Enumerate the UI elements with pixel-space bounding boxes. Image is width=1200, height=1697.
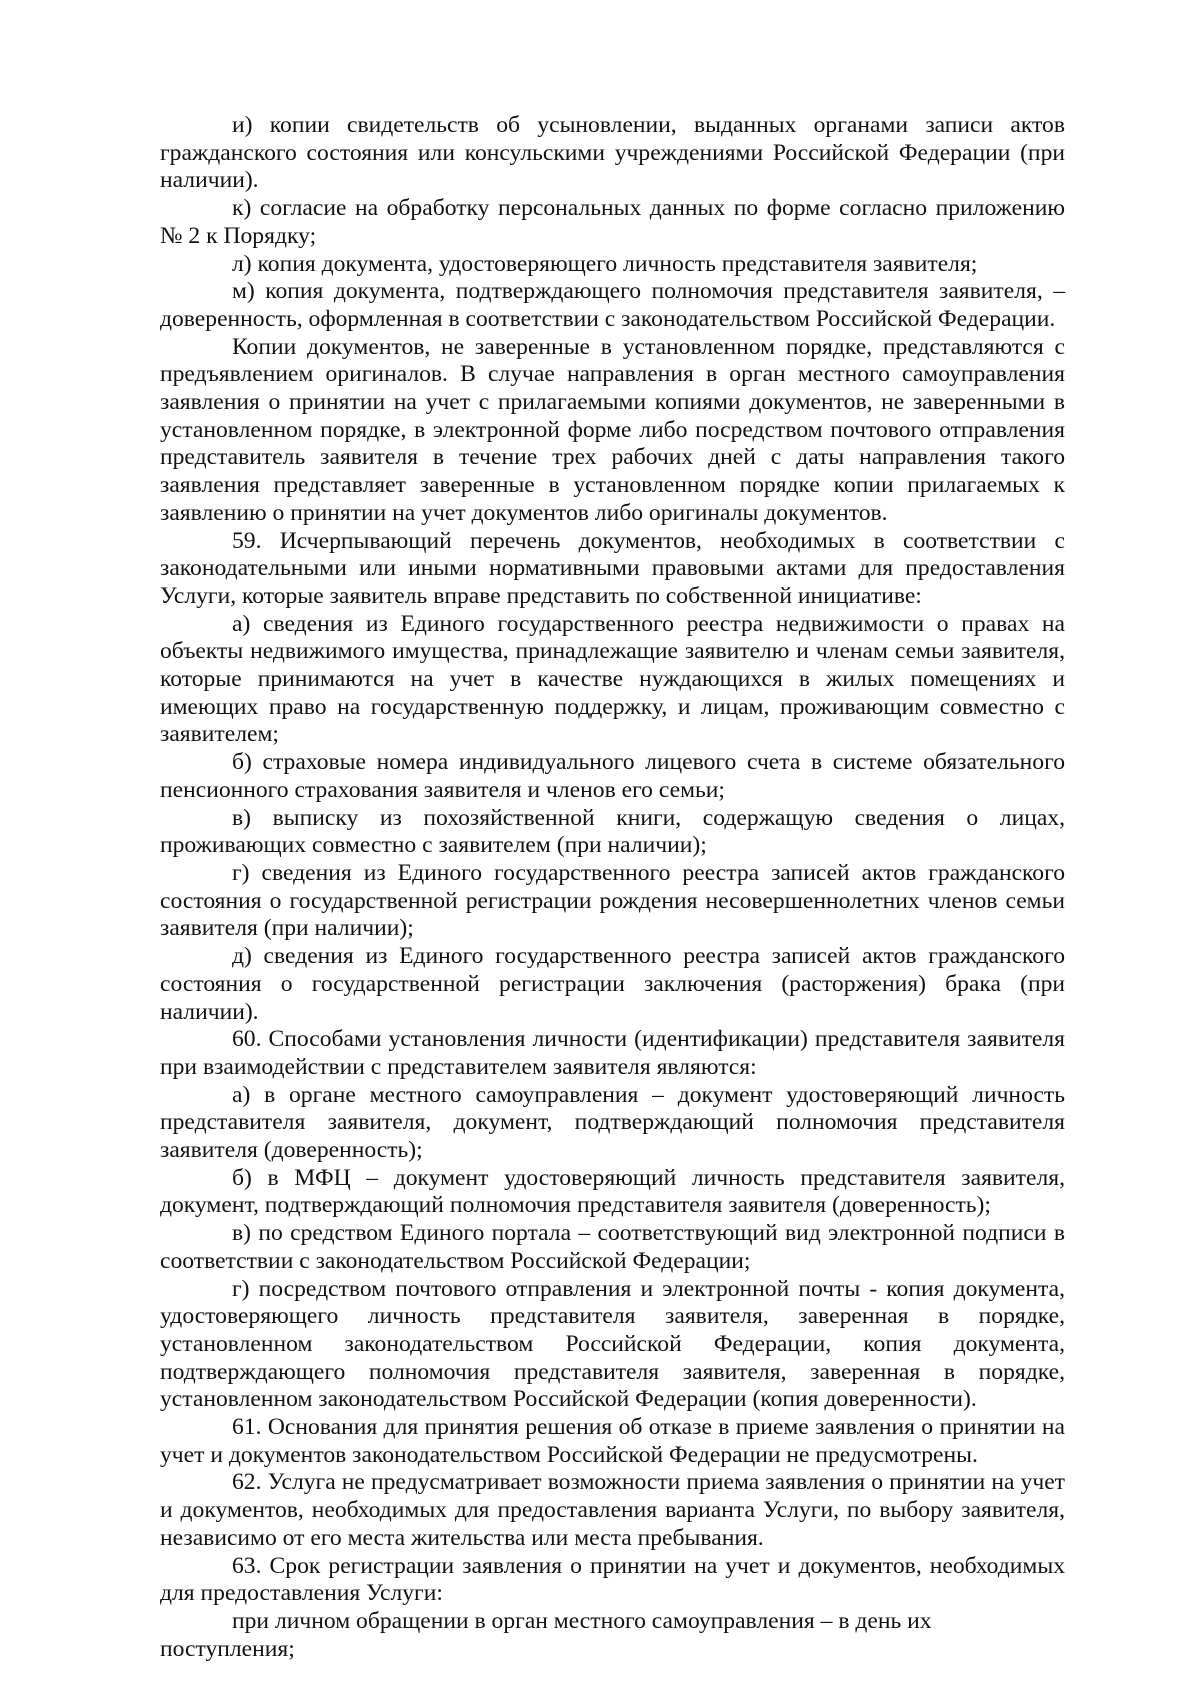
paragraph-item-k: к) согласие на обработку персональных данных по форме согласно приложению № 2 к Порядку; [160, 195, 1065, 249]
paragraph-59-g: г) сведения из Единого государственного реестра записей актов гражданского состояния о государственной регистрации рождения несовершеннолетних членов семьи заявителя (при наличии); [160, 859, 1065, 942]
paragraph-59-a: а) сведения из Единого государственного реестра недвижимости о правах на объекты недвижимого имущества, принадлежащие заявителю и членам семьи заявителя, которые принимаются на учет в качестве нуждающихся в жилых помещениях и имеющих право на государственную поддержку, и лицам, проживающим совместно с заявителем; [160, 610, 1065, 748]
paragraph-60-g: г) посредством почтового отправления и электронной почты - копия документа, удостоверяющего личность представителя заявителя, заверенная в порядке, установленном законодательством Российской Федерации, копия документа, подтверждающего полномочия представителя заявителя, заверенная в порядке, установленном законодательством Российской Федерации (копия доверенности). [160, 1275, 1065, 1413]
paragraph-60: 60. Способами установления личности (идентификации) представителя заявителя при взаимодействии с представителем заявителя являются: [160, 1026, 1065, 1080]
document-page [160, 112, 1065, 1663]
paragraph-61: 61. Основания для принятия решения об отказе в приеме заявления о принятии на учет и документов законодательством Российской Федерации не предусмотрены. [160, 1414, 1065, 1468]
paragraph-59: 59. Исчерпывающий перечень документов, необходимых в соответствии с законодательными или иными нормативными правовыми актами для предоставления Услуги, которые заявитель вправе представить по собственной инициативе: [160, 527, 1065, 609]
paragraph-63: 63. Срок регистрации заявления о принятии на учет и документов, необходимых для предоставления Услуги: [160, 1552, 1065, 1607]
paragraph-60-a: а) в органе местного самоуправления – документ удостоверяющий личность представителя заявителя, документ, подтверждающий полномочия представителя заявителя (доверенность); [160, 1081, 1065, 1164]
paragraph-59-d: д) сведения из Единого государственного реестра записей актов гражданского состояния о государственной регистрации заключения (расторжения) брака (при наличии). [160, 943, 1065, 1025]
paragraph-copies-note: Копии документов, не заверенные в установленном порядке, представляются с предъявлением оригиналов. В случае направления в орган местного самоуправления заявления о принятии на учет с прилагаемыми копиями документов, не заверенными в установленном порядке, в электронной форме либо посредством почтового отправления представитель заявителя в течение трех рабочих дней с даты направления такого заявления представляет заверенные в установленном порядке копии прилагаемых к заявлению о принятии на учет документов либо оригиналы документов. [160, 333, 1065, 526]
paragraph-item-i: и) копии свидетельств об усыновлении, выданных органами записи актов гражданского состояния или консульскими учреждениями Российской Федерации (при наличии). [160, 112, 1065, 194]
paragraph-62: 62. Услуга не предусматривает возможности приема заявления о принятии на учет и документов, необходимых для предоставления варианта Услуги, по выбору заявителя, независимо от его места жительства или места пребывания. [160, 1469, 1065, 1551]
paragraph-60-b: б) в МФЦ – документ удостоверяющий личность представителя заявителя, документ, подтверждающий полномочия представителя заявителя (доверенность); [160, 1164, 1065, 1219]
paragraph-59-b: б) страховые номера индивидуального лицевого счета в системе обязательного пенсионного страхования заявителя и членов его семьи; [160, 749, 1065, 803]
paragraph-item-l: л) копия документа, удостоверяющего личность представителя заявителя; [232, 250, 978, 277]
paragraph-item-m: м) копия документа, подтверждающего полномочия представителя заявителя, – доверенность, оформленная в соответствии с законодательством Российской Федерации. [160, 278, 1065, 332]
paragraph-59-v: в) выписку из похозяйственной книги, содержащую сведения о лицах, проживающих совместно с заявителем (при наличии); [160, 804, 1065, 859]
paragraph-63-personal: при личном обращении в орган местного самоуправления – в день их поступления; [160, 1607, 932, 1662]
paragraph-60-v: в) по средством Единого портала – соответствующий вид электронной подписи в соответствии с законодательством Российской Федерации; [160, 1220, 1065, 1274]
